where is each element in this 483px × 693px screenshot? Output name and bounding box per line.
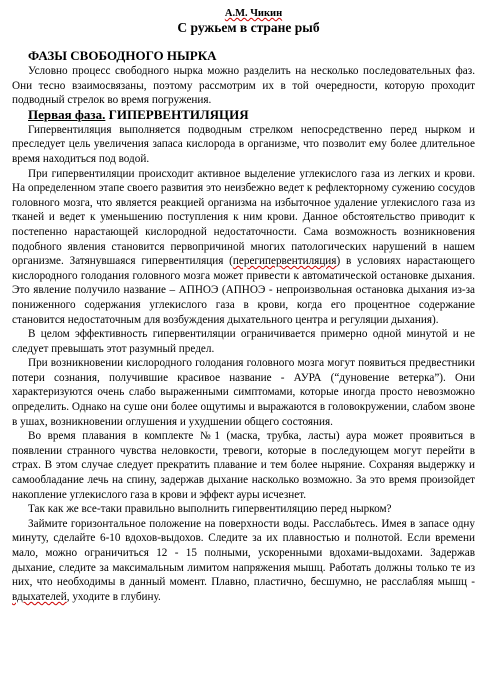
section-heading: ФАЗЫ СВОБОДНОГО НЫРКА (28, 48, 217, 63)
paragraph-5: Во время плавания в комплекте №1 (маска, трубка, ласты) аура может проявиться в появлении странного чувства неловкости, тревоги, которые в последующем могут перейти в страх. В этом случае следует прекратить плавание и тем более ныряние. Сохраняя выдержку и самообладание лечь на спину, задержав дыхание насколько возможно. За это время произойдет накопление углекислого газа в крови и эффект ауры исчезнет. (12, 430, 475, 501)
paragraph-7-start: Займите горизонтальное положение на поверхности воды. Расслабьтесь. Имея в запасе одну минуту, сделайте 6-10 вдохов-выдохов. Следите за их плавностью и полнотой. Если времени мало, можно ограничиться 12 - 15 полными, ускоренными вдохами-выдохами. Задержав дыхание, следите за максимальным лимитом напряжения мышц. Работать должны только те из них, что необходимы в данный момент. Плавно, пластично, бесшумно, не расслабляя мышц - (12, 517, 475, 589)
paragraph-2-marked-word: перегипервентиляция (232, 255, 337, 268)
paragraph-6: Так как же все-таки правильно выполнить гипервентиляцию перед нырком? (28, 503, 392, 516)
phase-name: ГИПЕРВЕНТИЛЯЦИЯ (105, 106, 249, 122)
paragraph-7-marked-word: вдыхателей (12, 590, 67, 603)
paragraph-1: Гипервентиляция выполняется подводным стрелком непосредственно перед нырком и преследует цель увеличения запаса кислорода в организме, что позволит ему более длительное время находиться под водой. (12, 123, 475, 165)
phase-heading (28, 108, 475, 122)
paragraph-7-end: , уходите в глубину. (66, 590, 161, 603)
intro-paragraph: Условно процесс свободного нырка можно разделить на несколько последовательных фаз. Они тесно взаимосвязаны, поэтому рассмотрим их в той очередности, которую проходит подводный стрелок во время погружения. (12, 65, 475, 107)
paragraph-2-start: При гипервентиляции происходит активное выделение углекислого газа из легких и крови. На определенном этапе своего развития это неизбежно ведет к рефлекторному сужению сосудов головного мозга, что является реакцией организма на избыточное удаление углекислого газа из тканей и ведет к уменьшению поступления к ним крови. Данное обстоятельство приводит к постепенно нарастающей кислородной недостаточности. Сама возможность возникновения подобного явления становится первопричиной многих патологических нарушений в нашем организме. Затянувшаяся гипервентиляция ( (12, 167, 475, 268)
paragraph-7 (12, 517, 475, 605)
paragraph-2 (12, 167, 475, 328)
author-line (12, 7, 475, 20)
paragraph-2-end: ) в условиях нарастающего кислородного голодания головного мозга может привести к автоматической остановке дыхания. Это явление получило название – АПНОЭ (АПНОЭ - непроизвольная остановка дыхания из-за пониженного содержания углекислого газа в крови, когда его процентное содержание становится недостаточным для возбуждения дыхательного центра и регуляции дыхания). (12, 255, 475, 326)
paragraph-4: При возникновении кислородного голодания головного мозга могут появиться предвестники потери сознания, получившие красивое название - АУРА (“дуновение ветерка”). Они характеризуются очень слабо выраженными симптомами, которые иногда просто невозможно определить. Однако на суше они более ощутимы и выражаются в головокружении, слабом звоне в ушах, возникновении оглушения и ухудшении общего состояния. (12, 357, 475, 428)
document-title: С ружьем в стране рыб (177, 20, 320, 35)
phase-label: Первая фаза. (28, 106, 106, 122)
paragraph-3: В целом эффективность гипервентиляции ограничивается примерно одной минутой и не следует превышать этот разумный предел. (12, 328, 475, 355)
author-name: А.М. Чикин (224, 8, 283, 19)
